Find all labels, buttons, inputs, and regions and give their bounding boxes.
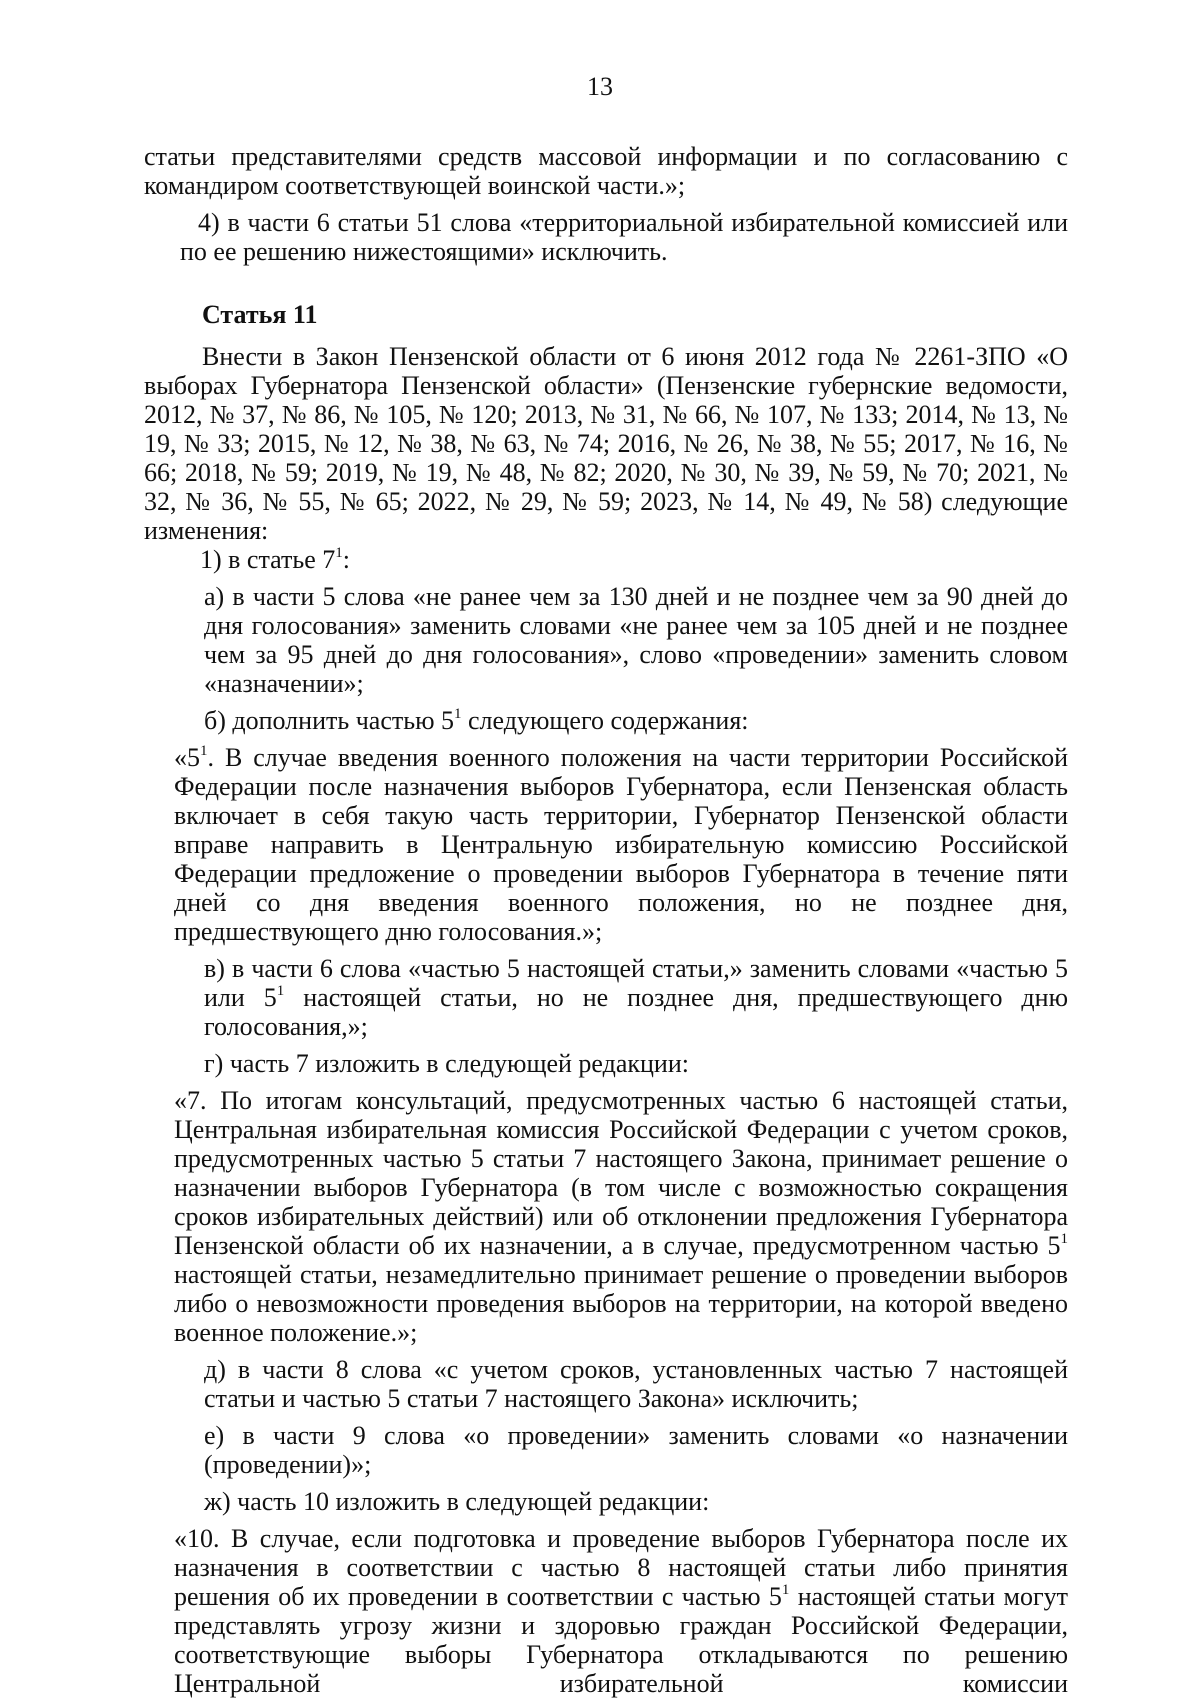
- paragraph-quote-7: [144, 1086, 1068, 1347]
- paragraph-sub-a: а) в части 5 слова «не ранее чем за 130 дней и не позднее чем за 90 дней до дня голосования» заменить словами «не ранее чем за 105 дней и не позднее чем за 95 дней до дня голосования», слово «проведении» заменить словом «назначении»;: [204, 582, 1068, 698]
- paragraph-sub-zh: ж) часть 10 изложить в следующей редакции:: [204, 1487, 710, 1516]
- item-1-sup: 1: [335, 545, 343, 562]
- quote-7-tail: настоящей статьи, незамедлительно принимает решение о проведении выборов либо о невозможности проведения выборов на территории, на которой введено военное положение.»;: [174, 1260, 1068, 1347]
- sub-b-tail: следующего содержания:: [461, 706, 749, 735]
- paragraph-sub-g: г) часть 7 изложить в следующей редакции:: [204, 1049, 689, 1078]
- paragraph-quote-5-1: [144, 743, 1068, 946]
- quote-7-text: «7. По итогам консультаций, предусмотренных частью 6 настоящей статьи, Центральная избирательная комиссия Российской Федерации с учетом сроков, предусмотренных частью 5 статьи 7 настоящего Закона, принимает решение о назначении выборов Губернатора (в том числе с возможностью сокращения сроков избирательных действий) или об отклонении предложения Губернатора Пензенской области об их назначении, а в случае, предусмотренном частью 5: [174, 1086, 1068, 1260]
- article-heading: Статья 11: [202, 300, 318, 329]
- sub-v-sup: 1: [276, 983, 285, 1000]
- quote-5-1-sup: 1: [200, 743, 208, 760]
- item-1-text: 1) в статье 7: [200, 545, 336, 574]
- sub-b-text: б) дополнить частью 5: [204, 706, 455, 735]
- paragraph-continuation: статьи представителями средств массовой информации и по согласованию с командиром соответствующей воинской части.»;: [144, 142, 1068, 200]
- quote-10-text: «10. В случае, если подготовка и проведение выборов Губернатора после их назначения в соответствии с частью 8 настоящей статьи либо принятия решения об их проведении в соответствии с частью 5: [174, 1524, 1068, 1611]
- paragraph-sub-d: д) в части 8 слова «с учетом сроков, установленных частью 7 настоящей статьи и частью 5 статьи 7 настоящего Закона» исключить;: [204, 1355, 1068, 1413]
- quote-5-1-lead: «5: [174, 743, 200, 772]
- paragraph-sub-b: [144, 706, 1068, 735]
- sub-v-tail: настоящей статьи, но не позднее дня, предшествующего дню голосования,»;: [204, 983, 1068, 1041]
- sub-b-sup: 1: [454, 706, 462, 723]
- quote-10-sup: 1: [781, 1582, 790, 1599]
- paragraph-sub-v: [144, 954, 1068, 1041]
- sub-v-text: в) в части 6 слова «частью 5 настоящей статьи,» заменить словами «частью 5 или 5: [204, 954, 1068, 1012]
- paragraph-sub-e: е) в части 9 слова «о проведении» заменить словами «о назначении (проведении)»;: [204, 1421, 1068, 1479]
- quote-7-sup: 1: [1060, 1231, 1068, 1248]
- paragraph-item-1: [144, 545, 1068, 574]
- paragraph-item-4: 4) в части 6 статьи 51 слова «территориальной избирательной комиссией или по ее решению нижестоящими» исключить.: [180, 208, 1068, 266]
- document-body: [144, 142, 1068, 1698]
- paragraph-quote-10: [144, 1524, 1068, 1698]
- quote-10-tail: настоящей статьи могут представлять угрозу жизни и здоровью граждан Российской Федерации, соответствующие выборы Губернатора откладываются по решению Центральной избирательной комиссии: [174, 1582, 1068, 1698]
- quote-5-1-text: . В случае введения военного положения на части территории Российской Федерации после назначения выборов Губернатора, если Пензенская область включает в себя такую часть территории, Губернатор Пензенской области вправе направить в Центральную избирательную комиссию Российской Федерации предложение о проведении выборов Губернатора в течение пяти дней со дня введения военного положения, но не позднее дня, предшествующего дню голосования.»;: [174, 743, 1068, 946]
- page-number: 13: [587, 72, 613, 101]
- item-1-tail: :: [342, 545, 351, 574]
- paragraph-intro: Внести в Закон Пензенской области от 6 июня 2012 года № 2261-ЗПО «О выборах Губернатора Пензенской области» (Пензенские губернские ведомости, 2012, № 37, № 86, № 105, № 120; 2013, № 31, № 66, № 107, № 133; 2014, № 13, № 19, № 33; 2015, № 12, № 38, № 63, № 74; 2016, № 26, № 38, № 55; 2017, № 16, № 66; 2018, № 59; 2019, № 19, № 48, № 82; 2020, № 30, № 39, № 59, № 70; 2021, № 32, № 36, № 55, № 65; 2022, № 29, № 59; 2023, № 14, № 49, № 58) следующие изменения:: [144, 342, 1068, 545]
